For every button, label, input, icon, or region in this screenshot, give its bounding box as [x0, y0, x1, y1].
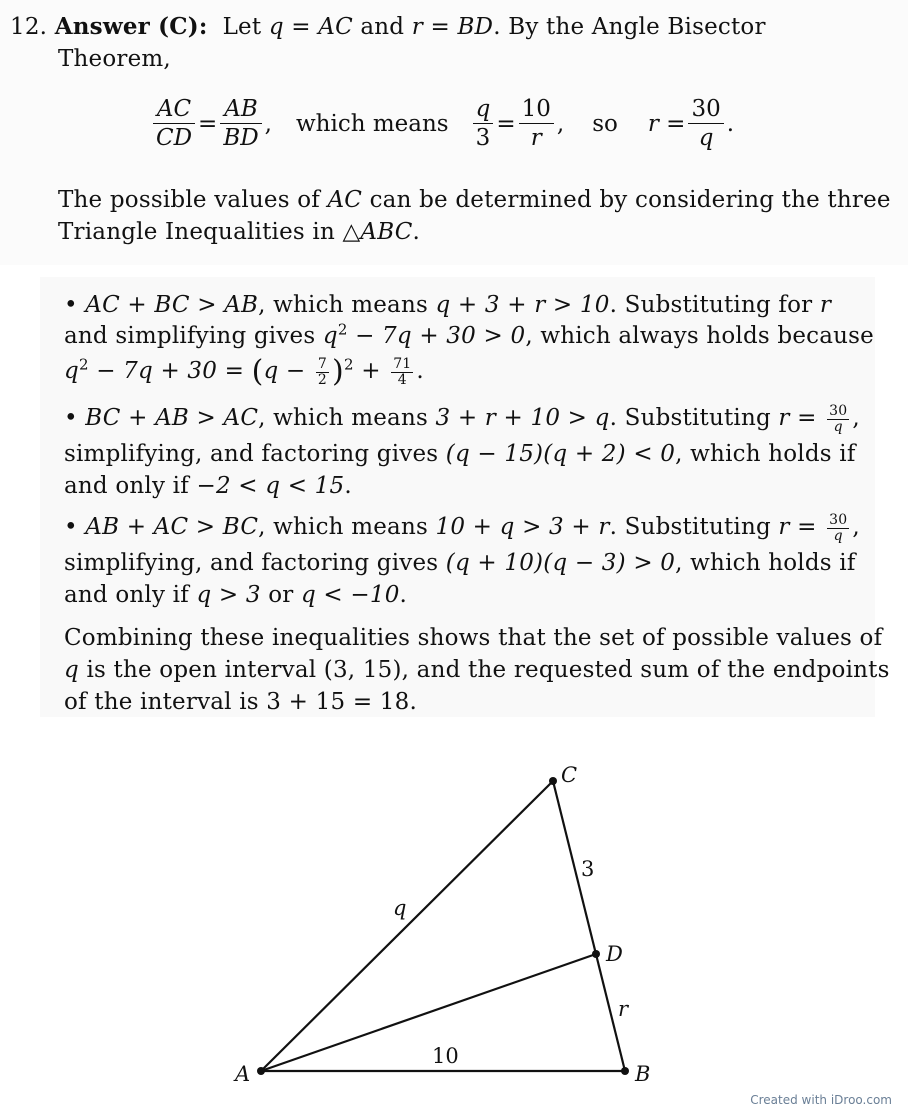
fraction-ac-cd: $\frac{AC}{CD}$	[153, 97, 195, 150]
segment-ac: AC	[318, 14, 353, 40]
label-10: 10	[432, 1044, 459, 1068]
intro-text: . By the Angle Bisector	[493, 14, 766, 40]
eq-sign: =	[283, 14, 319, 40]
bullet-3-line-3: and only if q > 3 or q < −10.	[64, 582, 408, 608]
conclusion-line-3: of the interval is 3 + 15 = 18.	[64, 689, 417, 715]
bullet-2-line-1: • BC + AB > AC, which means 3 + r + 10 > q. Substituting r = $\frac{30}{q}$ ,	[64, 402, 860, 435]
point-a	[257, 1067, 265, 1075]
bullet-1-line-3: $q^2 - 7q + 30 = (q$ − $\frac{7}{2}$ )$^2$ + $\frac{71}{4}$ .	[64, 354, 424, 389]
watermark-credit: Created with iDroo.com	[750, 1093, 892, 1107]
intro-text: Theorem,	[58, 46, 171, 72]
fraction-30-q: $\frac{30}{q}$	[829, 402, 848, 435]
segment-bd: BD	[457, 14, 494, 40]
which-means-text: which means	[295, 110, 449, 137]
fraction-30-q: $\frac{30}{q}$	[688, 97, 723, 150]
comma: ,	[556, 110, 565, 137]
label-c: C	[561, 763, 578, 787]
fraction-ab-bd: $\frac{AB}{BD}$	[220, 97, 261, 150]
bullet-3-line-1: • AB + AC > BC, which means 10 + q > 3 + r. Substituting r = $\frac{30}{q}$ ,	[64, 511, 860, 544]
label-r: r	[618, 997, 629, 1021]
equals-sign: =	[198, 110, 218, 137]
var-q: q	[268, 14, 284, 40]
bullet-1-line-2: and simplifying gives $q^2 - 7q + 30 > 0$, which always holds because	[64, 320, 874, 349]
label-b: B	[635, 1062, 651, 1086]
bisector-ad	[261, 954, 596, 1071]
fraction-30-q: $\frac{30}{q}$	[829, 511, 848, 544]
var-r: r	[411, 14, 423, 40]
period: .	[726, 110, 735, 137]
equals-sign: =	[496, 110, 516, 137]
so-text: so	[592, 110, 618, 137]
fraction-10-r: $\frac{10}{r}$	[519, 97, 554, 150]
side-cb	[553, 781, 625, 1071]
conclusion-line-1: Combining these inequalities shows that the set of possible values of	[64, 625, 883, 651]
point-d	[592, 950, 600, 958]
bullet-2-line-3: and only if −2 < q < 15.	[64, 473, 352, 499]
r-equals: r =	[647, 110, 686, 137]
label-q: q	[393, 896, 407, 920]
fraction-71-4: $\frac{71}{4}$	[393, 355, 412, 388]
fraction-7-2: $\frac{7}{2}$	[317, 355, 328, 388]
bullet-1-line-1: • AC + BC > AB, which means q + 3 + r > 10. Substituting for r	[64, 292, 832, 318]
answer-label: Answer (C):	[54, 13, 208, 40]
para-line-1: The possible values of AC can be determined by considering the three	[58, 187, 891, 213]
problem-number: 12.	[10, 14, 48, 40]
label-d: D	[606, 942, 623, 966]
intro-text: Let	[222, 14, 269, 40]
conclusion-line-2: q is the open interval (3, 15), and the requested sum of the endpoints	[64, 657, 890, 683]
fraction-q-3: $\frac{q}{3}$	[473, 97, 494, 150]
label-3: 3	[581, 857, 595, 881]
comma: ,	[264, 110, 272, 137]
side-ac	[261, 781, 553, 1071]
point-c	[549, 777, 557, 785]
label-a: A	[235, 1062, 251, 1086]
bullet-3-line-2: simplifying, and factoring gives (q + 10)(q − 3) > 0, which holds if	[64, 550, 856, 576]
and-text: and	[352, 14, 412, 40]
point-b	[621, 1067, 629, 1075]
bullet-2-line-2: simplifying, and factoring gives (q − 15)(q + 2) < 0, which holds if	[64, 441, 856, 467]
eq-sign: =	[422, 14, 458, 40]
para-line-2: Triangle Inequalities in △ABC.	[58, 219, 421, 245]
